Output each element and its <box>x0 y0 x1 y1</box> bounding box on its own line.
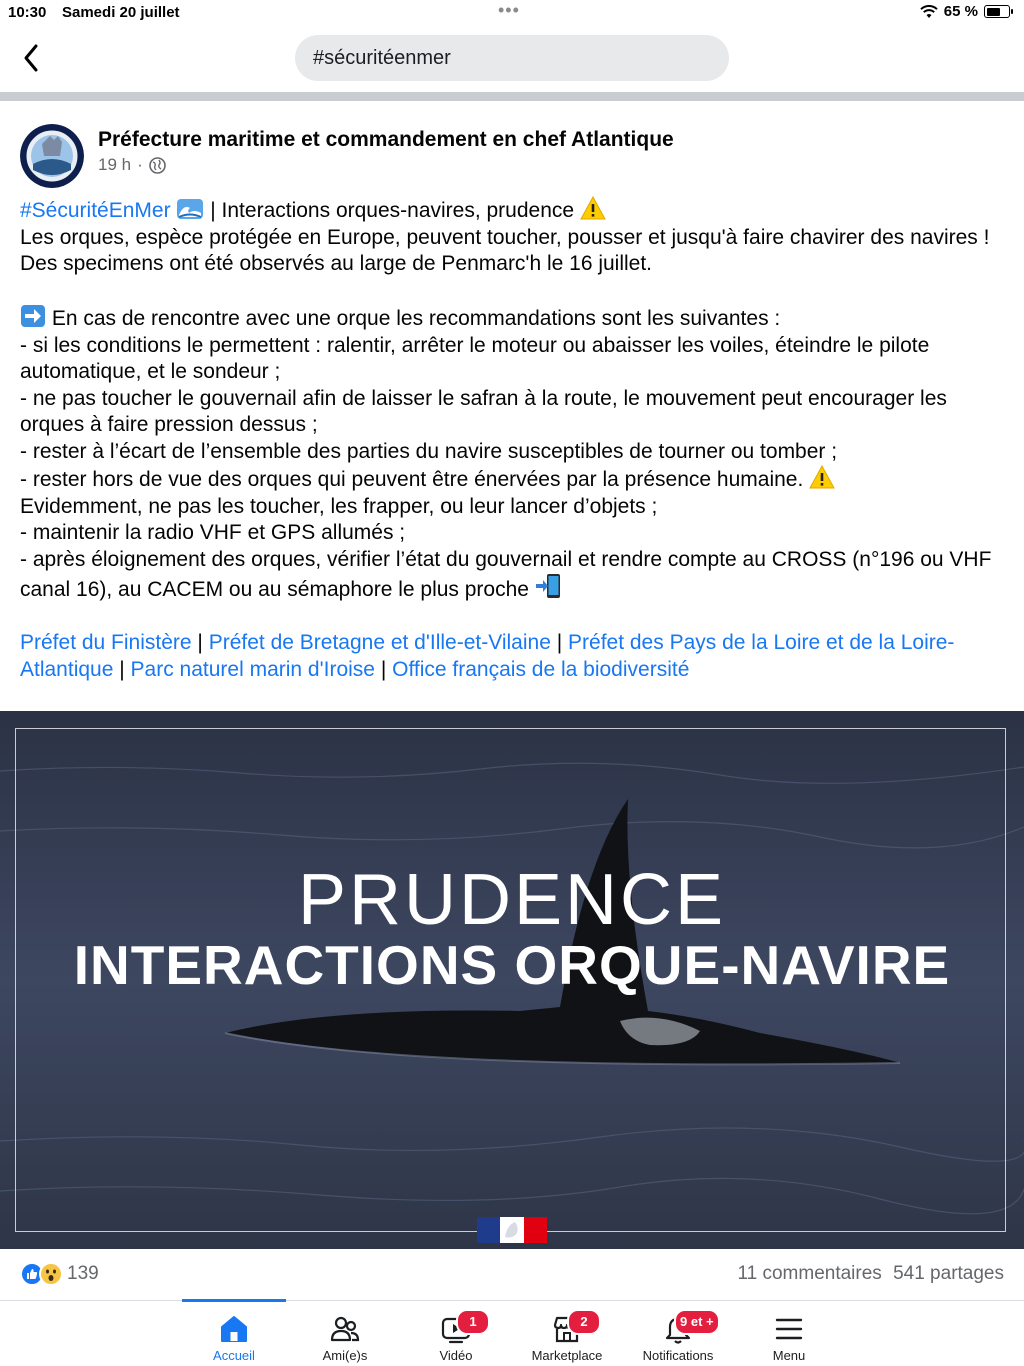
warning-emoji-icon <box>809 465 835 489</box>
paragraph-spacer <box>20 278 1010 305</box>
tag-link-prefet-finistere[interactable]: Préfet du Finistère <box>20 631 192 654</box>
bullet-4-text: - rester hors de vue des orques qui peuvent être énervées par la présence humaine. <box>20 468 810 491</box>
tag-link-prefet-pays-de-la-loire[interactable]: Préfet des Pays de la Loire et de la Loire-Atlantique <box>20 631 955 681</box>
post-time[interactable]: 19 h <box>98 155 132 174</box>
warning-emoji-icon <box>580 196 606 220</box>
post-title-text: | Interactions orques-navires, prudence <box>204 199 580 222</box>
bottom-tab-bar <box>0 1300 1024 1366</box>
status-time: 10:30 <box>8 4 47 21</box>
tag-link-prefet-bretagne[interactable]: Préfet de Bretagne et d'Ille-et-Vilaine <box>208 631 551 654</box>
post-meta <box>98 155 166 175</box>
reactions-summary[interactable] <box>20 1262 99 1286</box>
page-name[interactable]: Préfecture maritime et commandement en chef Atlantique <box>98 128 674 151</box>
badge-video: 1 <box>456 1309 490 1335</box>
wow-reaction-icon <box>39 1262 63 1286</box>
wave-emoji-icon <box>176 198 204 220</box>
back-chevron-icon[interactable] <box>18 40 48 76</box>
tag-separator: | <box>191 631 209 654</box>
status-date: Samedi 20 juillet <box>62 4 180 21</box>
image-title-line-2: INTERACTIONS ORQUE-NAVIRE <box>73 934 951 996</box>
battery-fill <box>987 8 1000 16</box>
tab-label: Marketplace <box>531 1348 603 1363</box>
bullet-3: - rester à l’écart de l’ensemble des parties du navire susceptibles de tourner ou tomber ; <box>20 439 838 463</box>
recommendations-intro-text: En cas de rencontre avec une orque les recommandations sont les suivantes : <box>46 307 781 330</box>
comments-count[interactable]: 11 commentaires <box>737 1263 882 1284</box>
image-title-line-1: PRUDENCE <box>297 860 727 940</box>
bullet-7 <box>20 547 1010 604</box>
tab-accueil[interactable] <box>178 1301 290 1366</box>
tab-menu[interactable] <box>733 1301 845 1366</box>
bullet-5: Evidemment, ne pas les toucher, les frapper, ou leur lancer d’objets ; <box>20 494 658 518</box>
menu-icon <box>773 1313 805 1345</box>
tag-separator: | <box>550 631 569 654</box>
tag-separator: | <box>113 657 131 681</box>
friends-icon <box>329 1313 361 1345</box>
shares-count[interactable]: 541 partages <box>893 1263 1004 1284</box>
body-line-2: Des specimens ont été observés au large de Penmarc'h le 16 juillet. <box>20 252 653 275</box>
search-header <box>0 26 1024 92</box>
hashtag-link[interactable]: #SécuritéEnMer <box>20 199 171 222</box>
tab-label: Menu <box>772 1348 806 1363</box>
bullet-7-text: - après éloignement des orques, vérifier l’état du gouvernail et rendre compte au CROSS (n°196 ou VHF canal 16), au CACEM ou au sémaphore le plus proche <box>20 547 992 601</box>
body-line-1: Les orques, espèce protégée en Europe, peuvent toucher, pousser et jusqu'à faire chavirer des navires ! <box>20 225 990 249</box>
multitasking-dots-icon[interactable]: ••• <box>498 0 520 20</box>
globe-icon <box>149 157 166 174</box>
tab-label: Notifications <box>642 1348 714 1363</box>
post-body <box>20 196 1010 683</box>
badge-marketplace: 2 <box>567 1309 601 1335</box>
battery-percent: 65 % <box>943 3 978 20</box>
tab-label: Accueil <box>213 1348 255 1363</box>
bullet-2: - ne pas toucher le gouvernail afin de laisser le safran à la route, le mouvement peut encourager les orques à faire pression dessus ; <box>20 386 947 436</box>
reactions-count: 139 <box>67 1263 99 1284</box>
republique-francaise-logo <box>477 1217 547 1243</box>
tab-notifications[interactable] <box>622 1301 734 1366</box>
tab-marketplace[interactable] <box>511 1301 623 1366</box>
tag-link-parc-iroise[interactable]: Parc naturel marin d'Iroise <box>130 657 375 681</box>
phone-arrow-emoji-icon <box>535 573 563 599</box>
bullet-4 <box>20 465 1010 494</box>
status-right <box>920 3 1010 20</box>
bullet-1: - si les conditions le permettent : ralentir, arrêter le moteur ou abaisser les voiles, éteindre le pilote automatique, et le sondeur ; <box>20 333 930 383</box>
post-image[interactable] <box>0 711 1024 1249</box>
right-arrow-emoji-icon <box>20 304 46 328</box>
tag-separator: | <box>374 657 393 681</box>
tab-label: Ami(e)s <box>322 1348 368 1363</box>
page-avatar[interactable] <box>20 124 84 188</box>
tab-label: Vidéo <box>439 1348 473 1363</box>
section-divider <box>0 92 1024 101</box>
wifi-icon <box>920 5 938 19</box>
tab-video[interactable] <box>400 1301 512 1366</box>
meta-separator: · <box>137 155 143 174</box>
bullet-6: - maintenir la radio VHF et GPS allumés ; <box>20 521 406 544</box>
post-title-line <box>20 196 1010 225</box>
home-icon <box>218 1313 250 1345</box>
battery-icon <box>984 5 1010 18</box>
status-bar <box>0 0 1024 26</box>
recommendations-intro <box>20 304 1010 333</box>
search-input[interactable]: #sécuritéenmer <box>295 35 729 81</box>
paragraph-spacer <box>20 604 1010 631</box>
post-stats <box>737 1263 1004 1285</box>
tab-amis[interactable] <box>289 1301 401 1366</box>
badge-notifications: 9 et + <box>674 1309 720 1335</box>
tag-link-ofb[interactable]: Office français de la biodiversité <box>392 657 690 681</box>
tagged-pages <box>20 630 1010 683</box>
